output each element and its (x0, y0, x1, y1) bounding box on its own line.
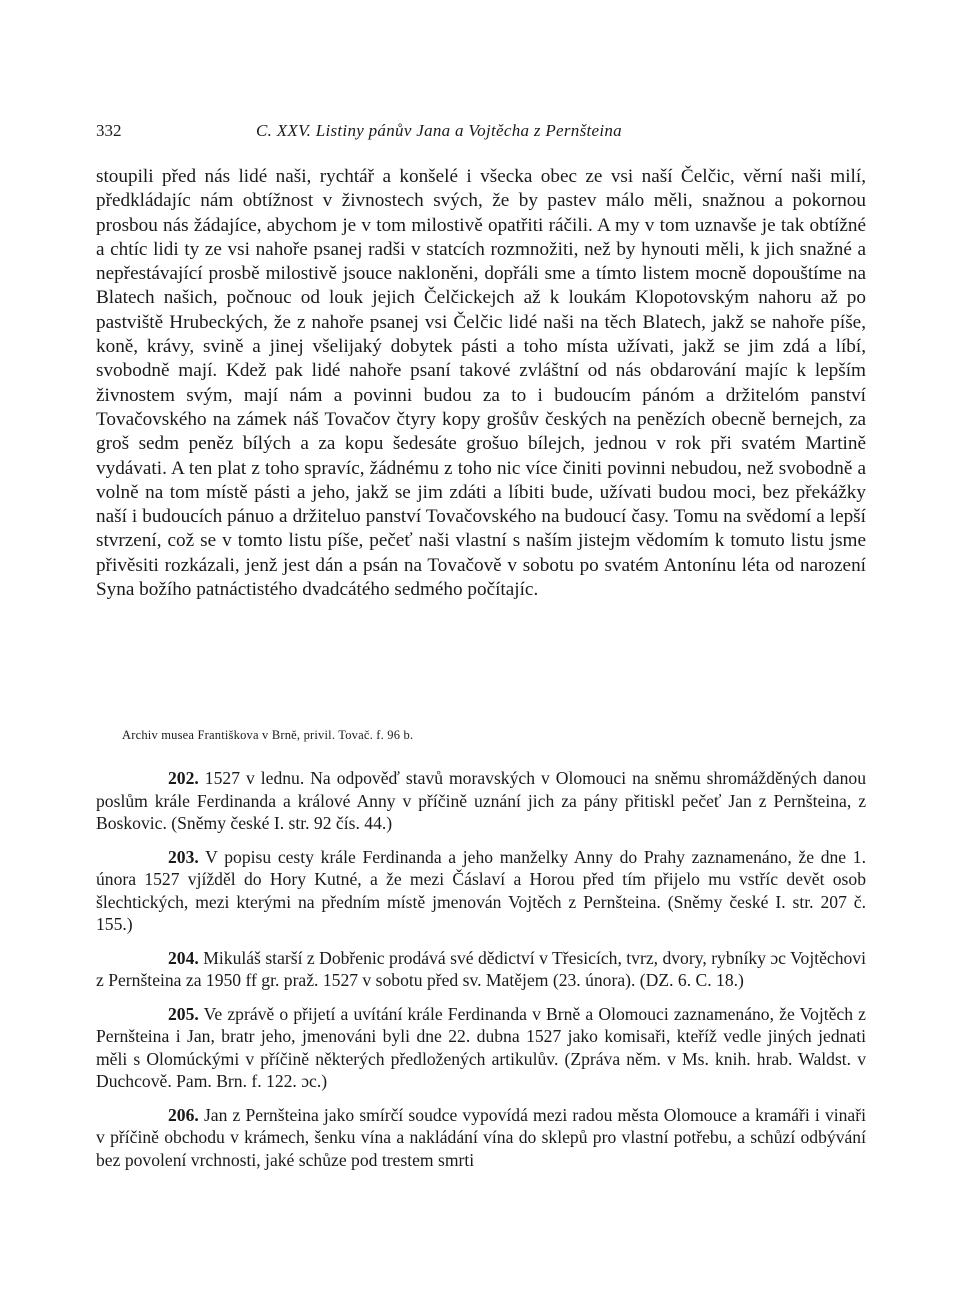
page-header (96, 121, 876, 143)
entry-206 (96, 1104, 866, 1172)
entry-number: 203. (168, 846, 199, 867)
entries-list (96, 767, 866, 1171)
entry-202 (96, 767, 866, 835)
body-paragraph: stoupili před nás lidé naši, rychtář a konšelé i všecka obec ze vsi naší Čelčic, věrní naši milí, předkládajíc nám obtížnost v živnostech svých, že by pastev málo měli, snažnou a pokornou prosbou nás žádajíce, abychom je v tom milostivě opatřiti ráčili. A my v tom uznavše je tak obtížné a chtíc lidi ty ze vsi nahoře psanej radši v statcích rozmnožiti, než by hynouti měli, k jich snažné a nepřestávající prosbě milostivě jsouce nakloněni, dopřáli sme a tímto listem mocně dopouštíme na Blatech našich, počnouc od louk jejich Čelčickejch až k loukám Klopotovským nahoru až po pastviště Hrubeckých, že z nahoře psanej vsi Čelčic lidé naši na těch Blatech, jakž se nahoře píše, koně, krávy, svině a jinej všelijaký dobytek pásti a toho místa užívati, jakž se jim zdá a líbí, svobodně mají. Kdež pak lidé nahoře psaní takové zvláštní od nás obdarování majíc k lepším živnostem svým, mají nám a povinni budou za to i budoucím pánóm a držitelóm panství Tovačovského na zámek náš Tovačov čtyry kopy grošův českých na penězích obecně bernejch, za groš sedm peněz bílých a za kopu šedesáte grošuo bílejch, jednou v rok při svatém Martině vydávati. A ten plat z toho spravíc, žádnému z toho nic více činiti povinni nebudou, než svobodně a volně na tom místě pásti a jeho, jakž se jim zdáti a líbiti bude, užívati budou moci, bez překážky naší i budoucích pánuo a držiteluo panství Tovačovského na budoucí časy. Tomu na svědomí a lepší stvrzení, což se v tomto listu píše, pečeť naši vlastní s naším jistejm vědomím k tomuto listu jsme přivěsiti rozkázali, jenž jest dán a psán na Tovačově v sobotu po svatém Antonínu léta od narození Syna božího patnáctistého dvadcátého sedmého počítajíc. (96, 166, 866, 601)
entry-number: 205. (168, 1003, 199, 1024)
entry-text: Jan z Pernšteina jako smírčí soudce vypovídá mezi radou města Olomouce a kramáři i vinaři v příčině obchodu v krámech, šenku vína a nakládání vína do sklepů pro vlastní potřebu, a schůzí odbývání bez povolení vrchnosti, jaké schůze pod trestem smrti (96, 1104, 866, 1170)
entry-204 (96, 947, 866, 992)
entry-text: V popisu cesty krále Ferdinanda a jeho manželky Anny do Prahy zaznamenáno, že dne 1. února 1527 vjížděl do Hory Kutné, a že mezi Čáslaví a Horou před tím přijelo mu vstříc devět osob šlechtických, mezi kterými na předním místě jmenován Vojtěch z Pernšteina. (Sněmy české I. str. 207 č. 155.) (96, 846, 866, 934)
entry-text: Mikuláš starší z Dobřenic prodává své dědictví v Třesicích, tvrz, dvory, rybníky ɔc Vojtěchovi z Pernšteina za 1950 ff gr. praž. 1527 v sobotu před sv. Matějem (23. února). (DZ. 6. C. 18.) (96, 947, 866, 990)
entry-205 (96, 1003, 866, 1093)
entry-text: 1527 v lednu. Na odpověď stavů moravských v Olomouci na sněmu shromážděných danou poslům krále Ferdinanda a králové Anny v příčině uznání jich za pány přitiskl pečeť Jan z Pernšteina, z Boskovic. (Sněmy české I. str. 92 čís. 44.) (96, 768, 867, 833)
entry-number: 206. (168, 1104, 199, 1125)
page-number: 332 (96, 121, 122, 140)
entry-text: Ve zprávě o přijetí a uvítání krále Ferdinanda v Brně a Olomouci zaznamenáno, že Vojtěch z Pernšteina i Jan, bratr jeho, jmenováni byli dne 22. dubna 1527 jako komisaři, kteříž vedle jiných jednati měli s Olomúckými v příčině některých předložených artikulův. (Zpráva něm. v Ms. knih. hrab. Waldst. v Duchcově. Pam. Brn. f. 122. ɔc.) (96, 1003, 866, 1091)
entry-number: 202. (168, 768, 199, 788)
entry-number: 204. (168, 947, 199, 968)
running-title: C. XXV. Listiny pánův Jana a Vojtěcha z Pernšteina (256, 121, 622, 140)
source-note: Archiv musea Františkova v Brně, privil. Tovač. f. 96 b. (122, 728, 414, 742)
main-text (96, 165, 866, 602)
entry-203 (96, 846, 866, 936)
